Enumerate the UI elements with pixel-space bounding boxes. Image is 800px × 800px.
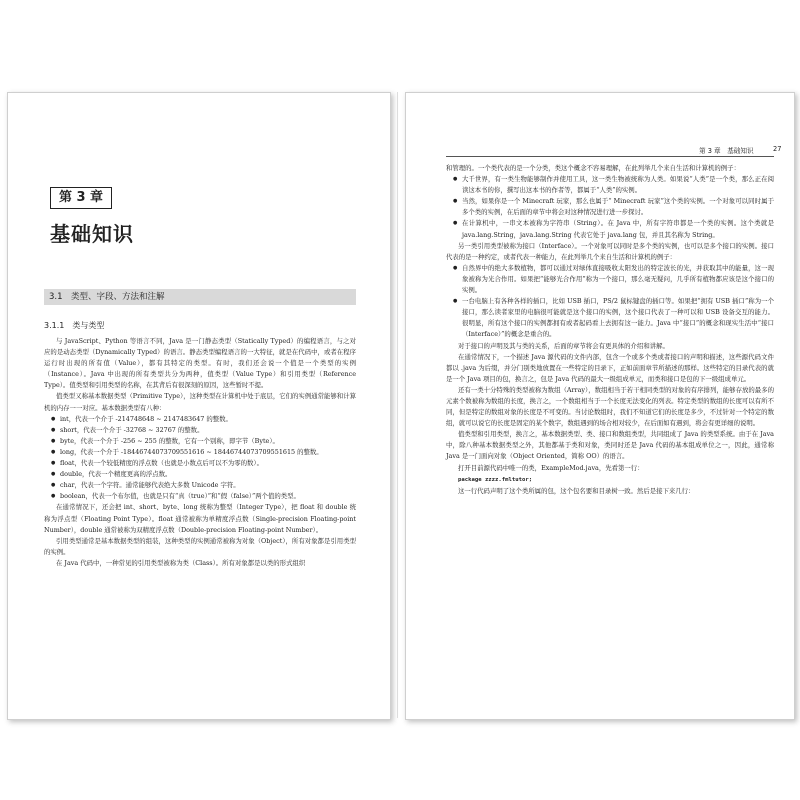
book-spine	[397, 92, 398, 718]
list-item: ● 自然界中的绝大多数植物，都可以通过对绿体直接吸收太阳发出的特定波长的光，并获取其中的能量，这一现象被称为光合作用。如果把“能够光合作用”称为一个接口，那么毫无疑问，几乎所有植物都应该是这个接口的实例。	[462, 263, 774, 296]
running-head: 第 3 章 基础知识	[699, 147, 754, 155]
list-item: ● 在计算机中，一串文本被称为字符串（String）。在 Java 中，所有字符串都是一个类的实例。这个类就是 java.lang.String，java.lang.String 代表它处于 java.lang 包，并且其名称为 String。	[462, 218, 774, 240]
paragraph: 另一类引用类型被称为接口（Interface）。一个对象可以同时是多个类的实例，也可以是多个接口的实例。接口代表的是一种约定，或者代表一种能力，在此列举几个来自生活和计算机的例子：	[446, 241, 774, 261]
page-number: 27	[773, 145, 782, 153]
left-page	[7, 92, 391, 720]
primitive-type-list	[44, 414, 356, 503]
code-snippet: package zzzz.fmltutor;	[458, 476, 533, 483]
list-item: ● float，代表一个较低精度的浮点数（也就是小数点后可以不为零的数）。	[60, 458, 356, 469]
left-body-text	[44, 336, 356, 569]
paragraph: 这一行代码声明了这个类所属的包，这个包名要和目录树一致。然后是接下来几行：	[458, 486, 695, 495]
right-page	[405, 92, 795, 720]
paragraph: 和管理的。一个类代表的是一个分类，类这个概念不容易理解，在此列举几个来自生活和计算机的例子：	[446, 164, 740, 172]
paragraph: 与 JavaScript、Python 等语言不同，Java 是一门静态类型（Statically Typed）的编程语言，与之对应的是动态类型（Dynamically Typed）的语言。静态类型编程语言的一大特征，就是在代码中，或者在程序运行时出现的所有值（Value），都有其特定的类型。有时，我们还会说一个值是一个类型的实例（Instance）。Java 中出现的所有类型共分为两种，值类型（Value Type）和引用类型（Reference Type）。值类型和引用类型的名称，在其背后有很深刻的原因，这些暂时不提。	[44, 337, 356, 390]
paragraph: 打开目前源代码中唯一的类，ExampleMod.java，先看第一行：	[458, 463, 644, 472]
list-item: ● long，代表一个介于 -18446744073709551616 ~ 18446744073709551615 的整数。	[60, 447, 356, 458]
list-item: ● boolean，代表一个布尔值，也就是只有“真（true）”和“假（false）”两个值的类型。	[60, 491, 356, 502]
right-body-text	[446, 163, 774, 497]
paragraph: 在通常情况下，还会把 int、short、byte、long 统称为整型（Integer Type），把 float 和 double 统称为浮点型（Floating Point Type）。float 通常被称为单精度浮点数（Single-precision Floating-point Number），double 通常被称为双精度浮点数（Double-precision Floating-point Number）。	[44, 503, 356, 534]
list-item: ● double，代表一个精度更高的浮点数。	[60, 469, 356, 480]
interface-example-list	[446, 263, 774, 341]
list-item: ● short，代表一个介于 -32768 ~ 32767 的整数。	[60, 425, 356, 436]
section-heading: 3.1 类型、字段、方法和注解	[44, 289, 356, 305]
paragraph: 还有一类十分特殊的类型被称为数组（Array），数组相当于若干相同类型的对象的有序排列，能够存放的最多的元素个数被称为数组的长度，换言之，一个数组相当于一个长度无法变化的列表。特定类型的数组的长度可以有所不同，但是特定的数组对象的长度是不可变的。当讨论数组时，我们不知道它们的长度是多少，不过针对一个特定的数组，就可以说它的长度是固定的某个数字，数组遇到的场合相对较少，在后面如有遇到，将会有更详细的说明。	[446, 385, 774, 428]
list-item: ● char，代表一个字符。通常能够代表绝大多数 Unicode 字符。	[60, 480, 356, 491]
list-item: ● int，代表一个介于 -214748648 ~ 2147483647 的整数。	[60, 414, 356, 425]
paragraph: 对于接口的声明及其与类的关系，后面的章节将会有更具体的介绍和讲解。	[458, 341, 669, 350]
list-item: ● 大千世界，有一类生物能够制作并使用工具，这一类生物被统称为人类。如果说“人类”是一个类，那么正在阅读这本书的你，撰写出这本书的作者等，都属于“人类”的实例。	[462, 174, 774, 196]
chapter-label: 第 3 章	[50, 187, 112, 209]
paragraph: 值类型和引用类型，换言之，基本数据类型、类、接口和数组类型，共同组成了 Java 的类型系统。由于在 Java 中，除八种基本数据类型之外，其他都基于类和对象，类同时还是 Java 代码的基本组成单位之一，因此，通常称 Java 是一门面向对象（Object Oriented，简称 OO）的语言。	[446, 430, 774, 461]
subsection-heading: 3.1.1 类与类型	[44, 321, 105, 330]
paragraph: 在通常情况下，一个描述 Java 源代码的文件内部，包含一个或多个类或者接口的声明和描述，这些源代码文件都以 .java 为后缀，并分门别类地放置在一些特定的目录下，正如前面章节所描述的那样。这些特定的目录代表的就是一个 Java 项目的包，换言之，包是 Java 代码的最大一级组成单元，而类和接口是包的下一级组成单元。	[446, 352, 774, 383]
paragraph: 引用类型通常是基本数据类型的组装，这种类型的实例通常被称为对象（Object），所有对象都是引用类型的实例。	[44, 536, 356, 556]
list-item: ● byte，代表一个介于 -256 ~ 255 的整数，它有一个别称，即字节（Byte）。	[60, 436, 356, 447]
list-item: ● 当然，如果你是一个 Minecraft 玩家，那么也属于“ Minecraft 玩家”这个类的实例。一个对象可以同时属于多个类的实例，在后面的章节中将会对这种情况进行进一步探讨。	[462, 196, 774, 218]
class-example-list	[446, 174, 774, 241]
paragraph: 在 Java 代码中，一种常见的引用类型被称为类（Class）。所有对象都是以类的形式组织	[56, 558, 306, 567]
list-item: ● 一台电脑上有各种各样的插口，比如 USB 插口，PS/2 鼠标键盘的插口等。如果把“拥有 USB 插口”称为一个接口，那么读者家里的电脑很可能就是这个接口的实例，这个接口代表了一种可以和 USB 设备交互的能力。很明显，所有这个接口的实例都拥有或者起码看上去拥有这一能力。Java 中“接口”的概念和现实生活中“接口（Interface）”的概念是重合的。	[462, 296, 774, 340]
header-rule	[446, 156, 774, 157]
chapter-title: 基础知识	[50, 222, 134, 246]
paragraph: 值类型又称基本数据类型（Primitive Type），这种类型在计算机中处于底层，它们的实例通常能够和计算机的内存一一对应。基本数据类型有八种：	[44, 392, 356, 412]
